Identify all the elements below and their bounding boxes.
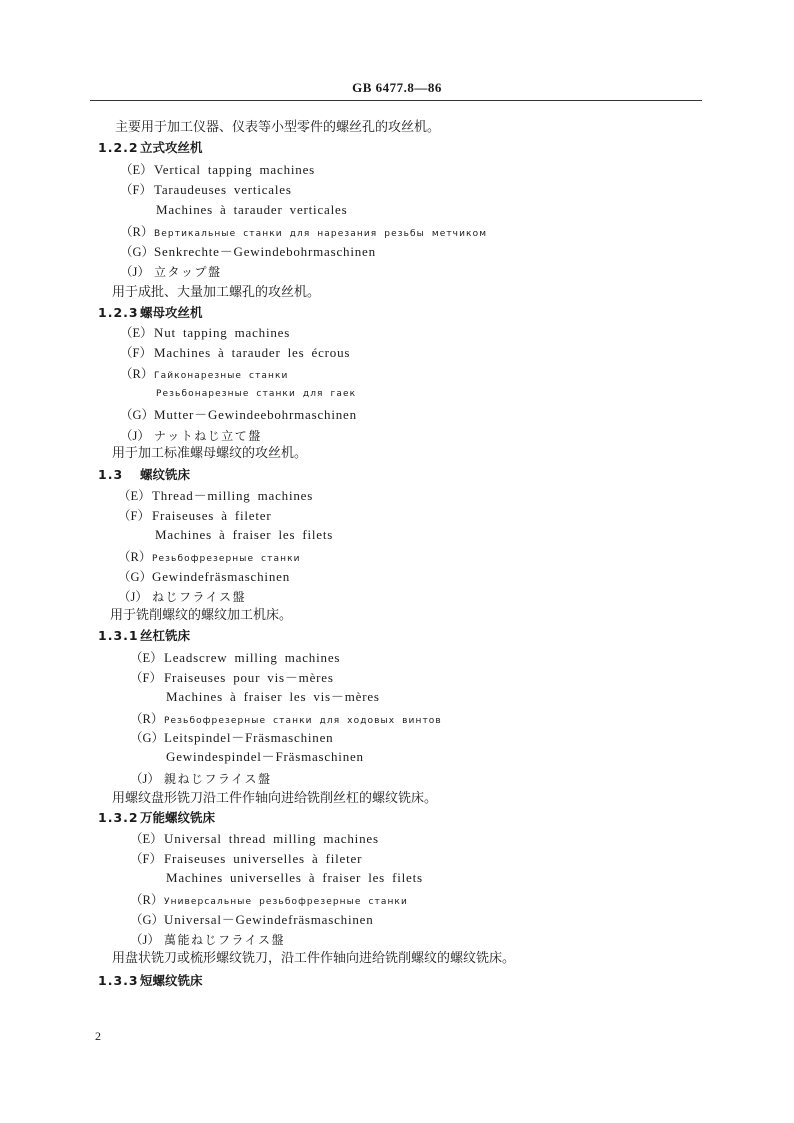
description-text: 用于加工标准螺母螺纹的攻丝机。	[112, 446, 308, 461]
section-number: 1.3.2	[98, 810, 139, 825]
section-number: 1.3	[98, 467, 124, 482]
term-line	[118, 485, 313, 506]
section-title: 螺纹铣床	[140, 467, 191, 482]
section-heading	[98, 465, 190, 485]
language-tag: （R）	[120, 225, 154, 239]
term-text: Gewindefräsmaschinen	[152, 569, 291, 584]
term-text: Machines à tarauder les écrous	[154, 345, 351, 360]
term-line	[130, 768, 272, 789]
language-tag: （E）	[120, 163, 153, 177]
language-tag: （E）	[130, 651, 163, 665]
term-line	[120, 261, 222, 282]
section-heading	[98, 808, 215, 828]
document-header: GB 6477.8—86	[352, 80, 442, 95]
term-text: Senkrechte－Gewindebohrmaschinen	[154, 244, 376, 259]
term-text: Mutter－Gewindeebohrmaschinen	[154, 407, 357, 422]
language-tag: （E）	[120, 326, 153, 340]
term-line	[130, 667, 334, 688]
term-text: Leadscrew milling machines	[164, 650, 341, 665]
section-title: 短螺纹铣床	[140, 973, 203, 988]
section-heading	[98, 138, 203, 158]
term-text: Вертикальные станки для нарезания резьбы метчиком	[154, 229, 488, 239]
term-text: Leitspindel－Fräsmaschinen	[164, 730, 334, 745]
term-line	[120, 241, 376, 262]
section-number: 1.3.1	[98, 628, 139, 643]
term-line	[120, 404, 357, 425]
term-continuation: Machines universelles à fraiser les filets	[166, 870, 423, 885]
term-line	[130, 929, 285, 950]
language-tag: （R）	[130, 893, 164, 907]
term-text: ねじフライス盤	[152, 590, 247, 604]
term-line	[130, 828, 379, 849]
language-tag: （R）	[120, 367, 154, 381]
term-text: Universal－Gewindefräsmaschinen	[164, 912, 374, 927]
term-continuation: Machines à tarauder verticales	[156, 202, 348, 217]
term-continuation: Machines à fraiser les vis－mères	[166, 689, 380, 704]
page-number: 2	[95, 1029, 101, 1043]
language-tag: （E）	[118, 489, 151, 503]
language-tag: （G）	[118, 570, 153, 584]
term-line	[130, 909, 374, 930]
term-text: 立タップ盤	[154, 265, 222, 279]
section-number: 1.3.3	[98, 973, 139, 988]
term-text: Гайконарезные станки	[154, 371, 289, 381]
section-number: 1.2.3	[98, 305, 139, 320]
term-text: Vertical tapping machines	[154, 162, 316, 177]
language-tag: （F）	[130, 671, 162, 685]
language-tag: （J）	[120, 429, 150, 443]
term-line	[130, 647, 340, 668]
section-title: 螺母攻丝机	[140, 305, 203, 320]
language-tag: （J）	[130, 933, 160, 947]
term-text: 親ねじフライス盤	[164, 772, 272, 786]
term-continuation: Gewindespindel－Fräsmaschinen	[166, 749, 364, 764]
description-text: 用于成批、大量加工螺孔的攻丝机。	[112, 285, 321, 300]
term-text: Fraiseuses à fileter	[152, 508, 272, 523]
term-line	[120, 363, 289, 386]
term-line	[120, 159, 315, 180]
term-line	[120, 425, 262, 446]
language-tag: （E）	[130, 832, 163, 846]
term-line	[120, 179, 292, 200]
term-text: Резьбофрезерные станки для ходовых винтов	[164, 716, 442, 726]
term-continuation: Резьбонарезные станки для гаек	[156, 389, 357, 399]
language-tag: （F）	[120, 346, 152, 360]
term-continuation: Machines à fraiser les filets	[155, 527, 334, 542]
term-line	[120, 342, 350, 363]
section-number: 1.2.2	[98, 140, 139, 155]
language-tag: （G）	[130, 913, 165, 927]
term-line	[120, 322, 290, 343]
description-text: 用盘状铣刀或梳形螺纹铣刀，沿工件作轴向进给铣削螺纹的螺纹铣床。	[112, 951, 516, 966]
term-line	[118, 586, 246, 607]
section-title: 立式攻丝机	[140, 140, 203, 155]
term-line	[118, 566, 290, 587]
term-text: ナットねじ立て盤	[154, 429, 262, 443]
language-tag: （G）	[130, 731, 165, 745]
term-text: 萬能ねじフライス盤	[164, 933, 286, 947]
language-tag: （R）	[130, 712, 164, 726]
term-text: Fraiseuses universelles à fileter	[164, 851, 363, 866]
description-text: 用螺纹盘形铣刀沿工件作轴向进给铣削丝杠的螺纹铣床。	[112, 791, 438, 806]
section-title: 丝杠铣床	[140, 628, 191, 643]
term-text: Резьбофрезерные станки	[152, 554, 301, 564]
description-text: 用于铣削螺纹的螺纹加工机床。	[110, 608, 293, 623]
term-line	[118, 505, 271, 526]
section-heading	[98, 303, 203, 323]
language-tag: （R）	[118, 550, 152, 564]
term-text: Universal thread milling machines	[164, 831, 379, 846]
language-tag: （J）	[130, 772, 160, 786]
language-tag: （F）	[120, 183, 152, 197]
term-text: Taraudeuses verticales	[154, 182, 292, 197]
term-text: Fraiseuses pour vis－mères	[164, 670, 334, 685]
language-tag: （F）	[118, 509, 150, 523]
language-tag: （G）	[120, 408, 155, 422]
language-tag: （F）	[130, 852, 162, 866]
section-title: 万能螺纹铣床	[140, 810, 216, 825]
section-heading	[98, 626, 190, 646]
section-heading	[98, 971, 203, 991]
language-tag: （G）	[120, 245, 155, 259]
term-line	[130, 727, 333, 748]
term-text: Универсальные резьбофрезерные станки	[164, 897, 408, 907]
term-line	[130, 848, 362, 869]
language-tag: （J）	[120, 265, 150, 279]
header-rule	[90, 100, 702, 101]
term-text: Nut tapping machines	[154, 325, 291, 340]
description-text: 主要用于加工仪器、仪表等小型零件的螺丝孔的攻丝机。	[115, 120, 441, 135]
language-tag: （J）	[118, 590, 148, 604]
term-text: Thread－milling machines	[152, 488, 314, 503]
